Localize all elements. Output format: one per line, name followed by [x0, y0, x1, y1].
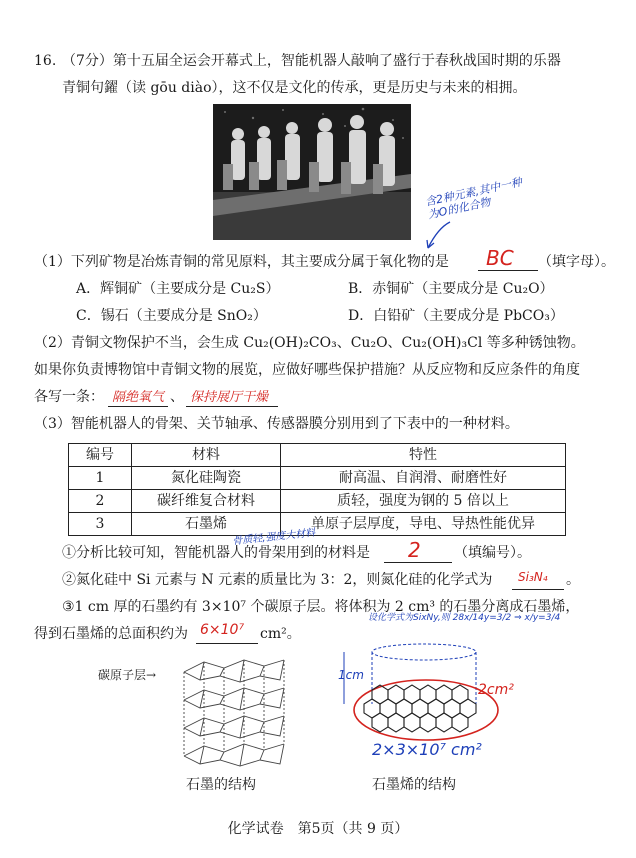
row3-property: 单原子层厚度，导电、导热性能优异: [281, 513, 566, 536]
part3-q2-suffix: 。: [566, 572, 580, 588]
part3-q3-answer: 6×10⁷: [200, 622, 245, 638]
part2-line3: 各写一条：: [34, 389, 104, 405]
graphite-structure-diagram: [164, 650, 304, 768]
part2-line2: 如果你负责博物馆中青铜文物的展览，应做好哪些保护措施？从反应物和反应条件的角度: [34, 362, 580, 378]
part3-q3-answer-line: [196, 643, 258, 644]
option-b: B．赤铜矿（主要成分是 Cu₂O）: [348, 281, 554, 297]
part2-answer2: 保持展厅干燥: [190, 390, 269, 405]
part3-q1-answer-line: [384, 562, 452, 563]
option-a: A．辉铜矿（主要成分是 Cu₂S）: [76, 281, 280, 297]
row3-material: 石墨烯: [132, 513, 281, 536]
row2-number: 2: [69, 490, 132, 513]
row1-property: 耐高温、自润滑、耐磨性好: [281, 467, 566, 490]
part2-answer2-line: [186, 406, 278, 407]
part2-answer1-line: [108, 406, 168, 407]
part1-prompt: （1）下列矿物是冶炼青铜的常见原料，其主要成分属于氧化物的是: [34, 254, 449, 270]
materials-table: [68, 443, 566, 536]
carbon-layer-label: 碳原子层→: [98, 668, 157, 682]
part2-answer1: 隔绝氧气: [112, 390, 165, 405]
part3-q3-line2-suffix: cm²。: [260, 626, 301, 642]
table-header-row: [69, 444, 566, 467]
row2-material: 碳纤维复合材料: [132, 490, 281, 513]
note-light-strong-material: 骨质轻,强度大材料: [231, 527, 316, 548]
header-property: 特性: [281, 444, 566, 467]
row3-number: 3: [69, 513, 132, 536]
question-intro-line1: （7分）第十五届全运会开幕式上，智能机器人敲响了盛行于春秋战国时期的乐器: [62, 53, 561, 69]
table-row: [69, 490, 566, 513]
part2-line1: （2）青铜文物保护不当，会生成 Cu₂(OH)₂CO₃、Cu₂O、Cu₂(OH)₃Cl 等多种锈蚀物。: [34, 335, 585, 351]
option-c: C．锡石（主要成分是 SnO₂）: [76, 308, 267, 324]
robot-performance-photo: [213, 104, 411, 240]
question-number: 16.: [34, 53, 57, 69]
area-calculation-note: 2×3×10⁷ cm²: [372, 740, 482, 759]
part3-q3-line2-prefix: 得到石墨烯的总面积约为: [34, 626, 188, 642]
part3-q1-suffix: （填编号）。: [454, 545, 531, 561]
part1-answer: BC: [486, 246, 514, 270]
row1-material: 氮化硅陶瓷: [132, 467, 281, 490]
part1-suffix: （填字母）。: [538, 254, 615, 270]
height-1cm-note: 1cm: [338, 668, 364, 682]
q2-working: 设化学式为SixNy,则 28x/14y=3/2 ⇒ x/y=3/4: [368, 613, 561, 623]
option-d: D．白铅矿（主要成分是 PbCO₃）: [348, 308, 564, 324]
part3-q1: ①分析比较可知，智能机器人的骨架用到的材料是: [62, 545, 370, 561]
header-material: 材料: [132, 444, 281, 467]
note-arrow-icon: [420, 218, 460, 258]
page-footer: 化学试卷 第5页（共 9 页）: [227, 821, 409, 837]
graphite-caption: 石墨的结构: [186, 777, 256, 793]
question-intro-line2: 青铜句鑃（读 gōu diào），这不仅是文化的传承，更是历史与未来的相拥。: [62, 80, 527, 96]
part3-q2-answer: Si₃N₄: [518, 570, 548, 584]
part3-q2: ②氮化硅中 Si 元素与 N 元素的质量比为 3：2，则氮化硅的化学式为: [62, 572, 493, 588]
part3-q3-line1: ③1 cm 厚的石墨约有 3×10⁷ 个碳原子层。将体积为 2 cm³ 的石墨分离成石墨烯，: [62, 599, 580, 615]
header-number: 编号: [69, 444, 132, 467]
table-row: [69, 513, 566, 536]
part3-q2-answer-line: [512, 589, 564, 590]
side-note-oxide-definition: 含2种元素,其中一种为O的化合物: [424, 175, 524, 222]
part3-q1-answer: 2: [408, 538, 421, 562]
robot-photo-art: [213, 104, 411, 240]
area-2cm2-note: 2cm²: [478, 682, 514, 698]
graphene-caption: 石墨烯的结构: [372, 777, 456, 793]
part3-intro: （3）智能机器人的骨架、关节轴承、传感器膜分别用到了下表中的一种材料。: [34, 416, 519, 432]
part2-separator: 、: [170, 389, 184, 405]
part1-answer-line: [478, 270, 538, 271]
row1-number: 1: [69, 467, 132, 490]
table-row: [69, 467, 566, 490]
row2-property: 质轻，强度为钢的 5 倍以上: [281, 490, 566, 513]
